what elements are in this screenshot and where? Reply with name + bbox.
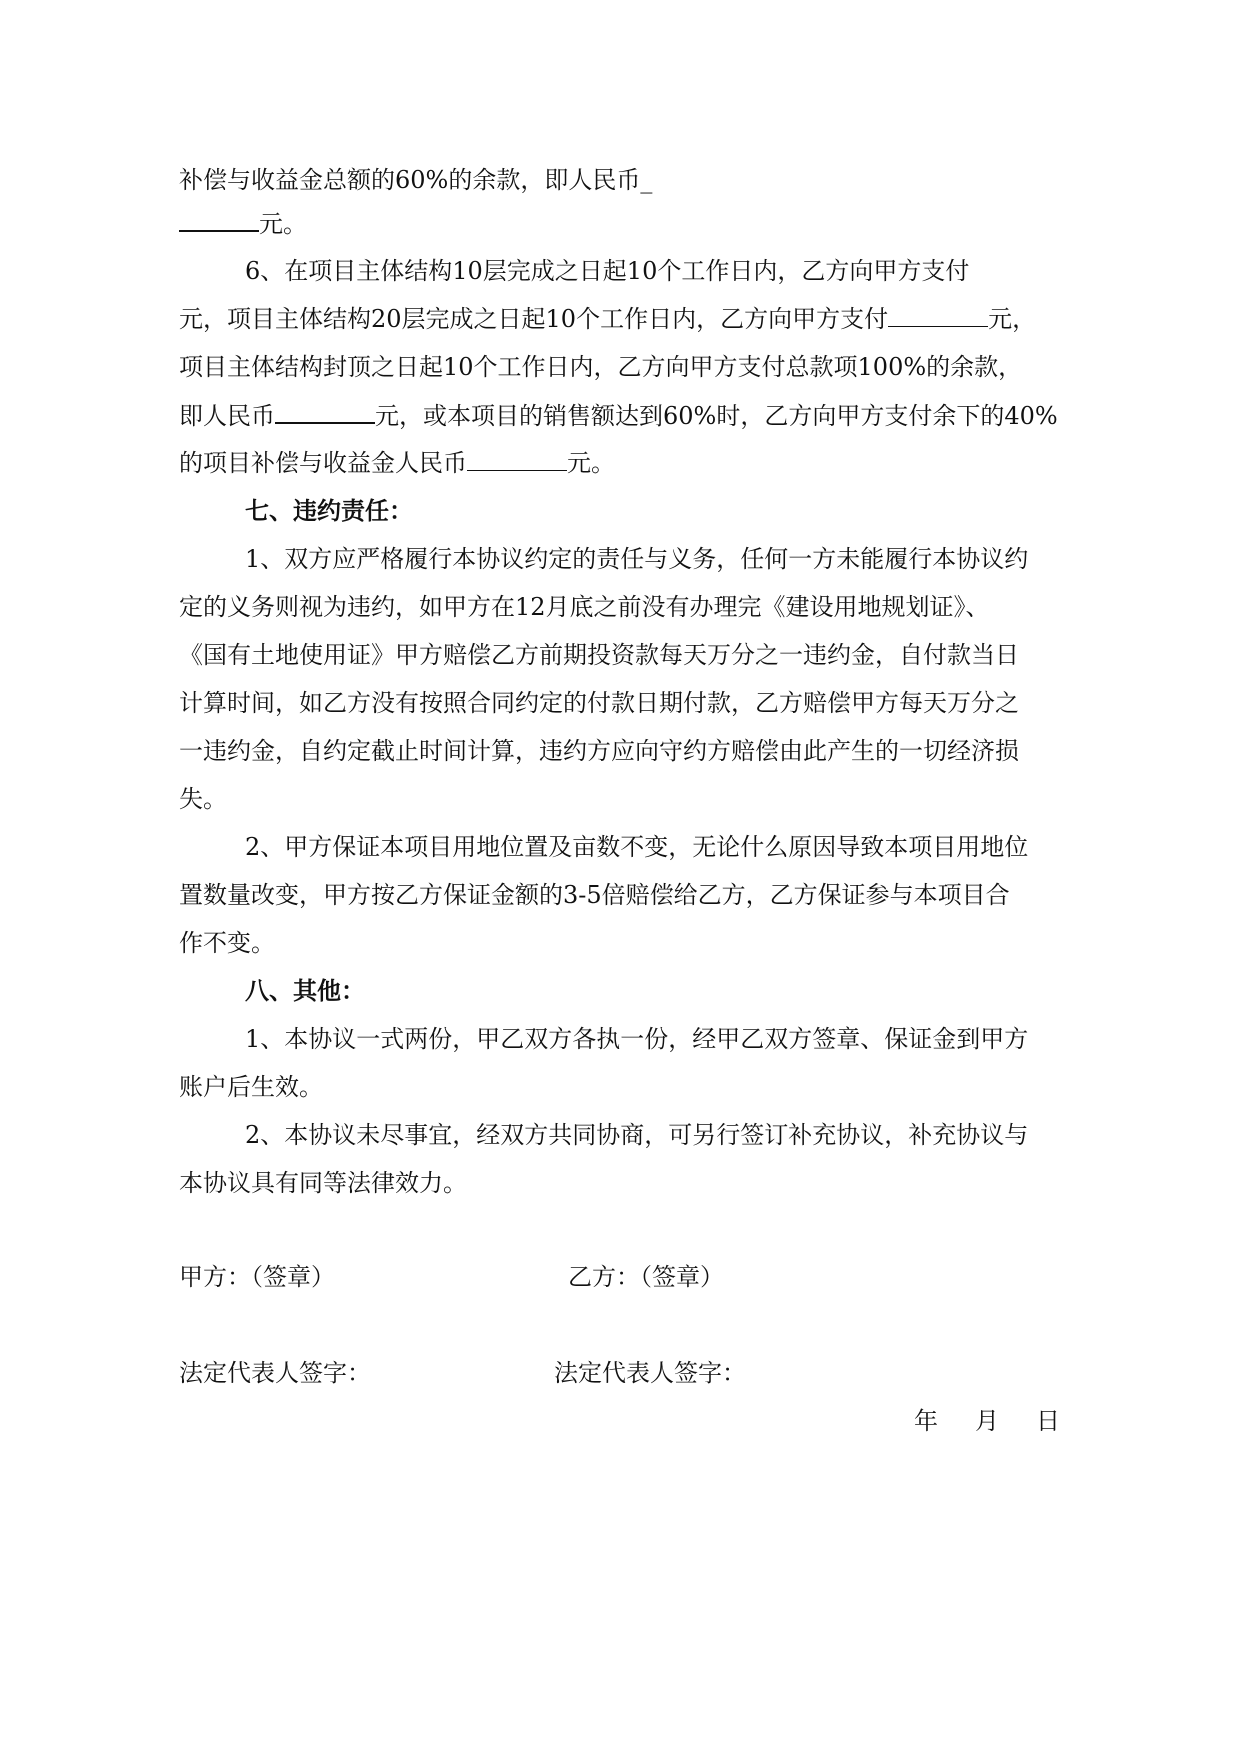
date-day: 日: [1036, 1407, 1060, 1435]
amount-blank: [179, 208, 259, 232]
text-span: 即人民币: [179, 402, 275, 430]
clause-6-line-1: [245, 256, 969, 286]
section-7-heading: 七、违约责任：: [245, 496, 413, 525]
section-7-p1-line: 计算时间，如乙方没有按照合同约定的付款日期付款，乙方赔偿甲方每天万分之: [179, 689, 1019, 717]
section-7-p2-line: 2、甲方保证本项目用地位置及亩数不变，无论什么原因导致本项目用地位: [245, 833, 1029, 861]
text-span: 6、在项目主体结构10层完成之日起10个工作日内，乙方向甲方支付: [245, 257, 970, 285]
section-7-p1-line: 一违约金，自约定截止时间计算，违约方应向守约方赔偿由此产生的一切经济损: [179, 737, 1019, 765]
section-7-p2-line: 置数量改变，甲方按乙方保证金额的3-5倍赔偿给乙方，乙方保证参与本项目合: [179, 881, 1010, 909]
amount-blank: [888, 304, 988, 327]
clause-6-line-5: [179, 448, 615, 478]
party-a-seal: 甲方：（签章）: [179, 1263, 335, 1291]
clause-6-line-2: [179, 304, 1036, 334]
section-7-p2-line: 作不变。: [179, 929, 275, 957]
text-span: 项目主体结构封顶之日起10个工作日内，乙方向甲方支付总款项100%的余款，: [179, 353, 1023, 381]
party-a-rep-signature: 法定代表人签字：: [179, 1359, 371, 1387]
text-span: 元，项目主体结构20层完成之日起10个工作日内，乙方向甲方支付: [179, 305, 889, 333]
section-7-p1-line: 定的义务则视为违约，如甲方在12月底之前没有办理完《建设用地规划证》、: [179, 593, 990, 621]
clause-6-line-4: [179, 400, 1058, 431]
party-b-seal: 乙方：（签章）: [568, 1263, 724, 1291]
text-span: 补偿与收益金总额的60%的余款，即人民币_: [179, 166, 653, 194]
party-b-rep-signature: 法定代表人签字：: [554, 1359, 746, 1387]
amount-blank: [275, 400, 375, 424]
text-span: 的项目补偿与收益金人民币: [179, 449, 467, 477]
section-8-heading: 八、其他：: [245, 976, 365, 1005]
section-8-p1-line: 1、本协议一式两份，甲乙双方各执一份，经甲乙双方签章、保证金到甲方: [245, 1025, 1029, 1053]
section-7-p1-line: 失。: [179, 785, 227, 813]
date-year: 年: [914, 1407, 938, 1435]
section-7-p1-line: 1、双方应严格履行本协议约定的责任与义务，任何一方未能履行本协议约: [245, 545, 1029, 573]
text-line: [179, 165, 652, 195]
date-month: 月: [975, 1407, 999, 1435]
text-span: 元，或本项目的销售额达到60%时，乙方向甲方支付余下的40%: [375, 402, 1058, 430]
clause-6-line-3: [179, 352, 1022, 382]
section-8-p2-line: 本协议具有同等法律效力。: [179, 1169, 467, 1197]
text-line: [179, 208, 307, 239]
text-span: 元。: [259, 210, 307, 238]
section-8-p2-line: 2、本协议未尽事宜，经双方共同协商，可另行签订补充协议，补充协议与: [245, 1121, 1029, 1149]
section-8-p1-line: 账户后生效。: [179, 1073, 323, 1101]
text-span: 元。: [567, 449, 615, 477]
section-7-p1-line: 《国有土地使用证》甲方赔偿乙方前期投资款每天万分之一违约金，自付款当日: [179, 641, 1019, 669]
text-span: 元，: [988, 305, 1037, 333]
amount-blank: [467, 448, 567, 471]
